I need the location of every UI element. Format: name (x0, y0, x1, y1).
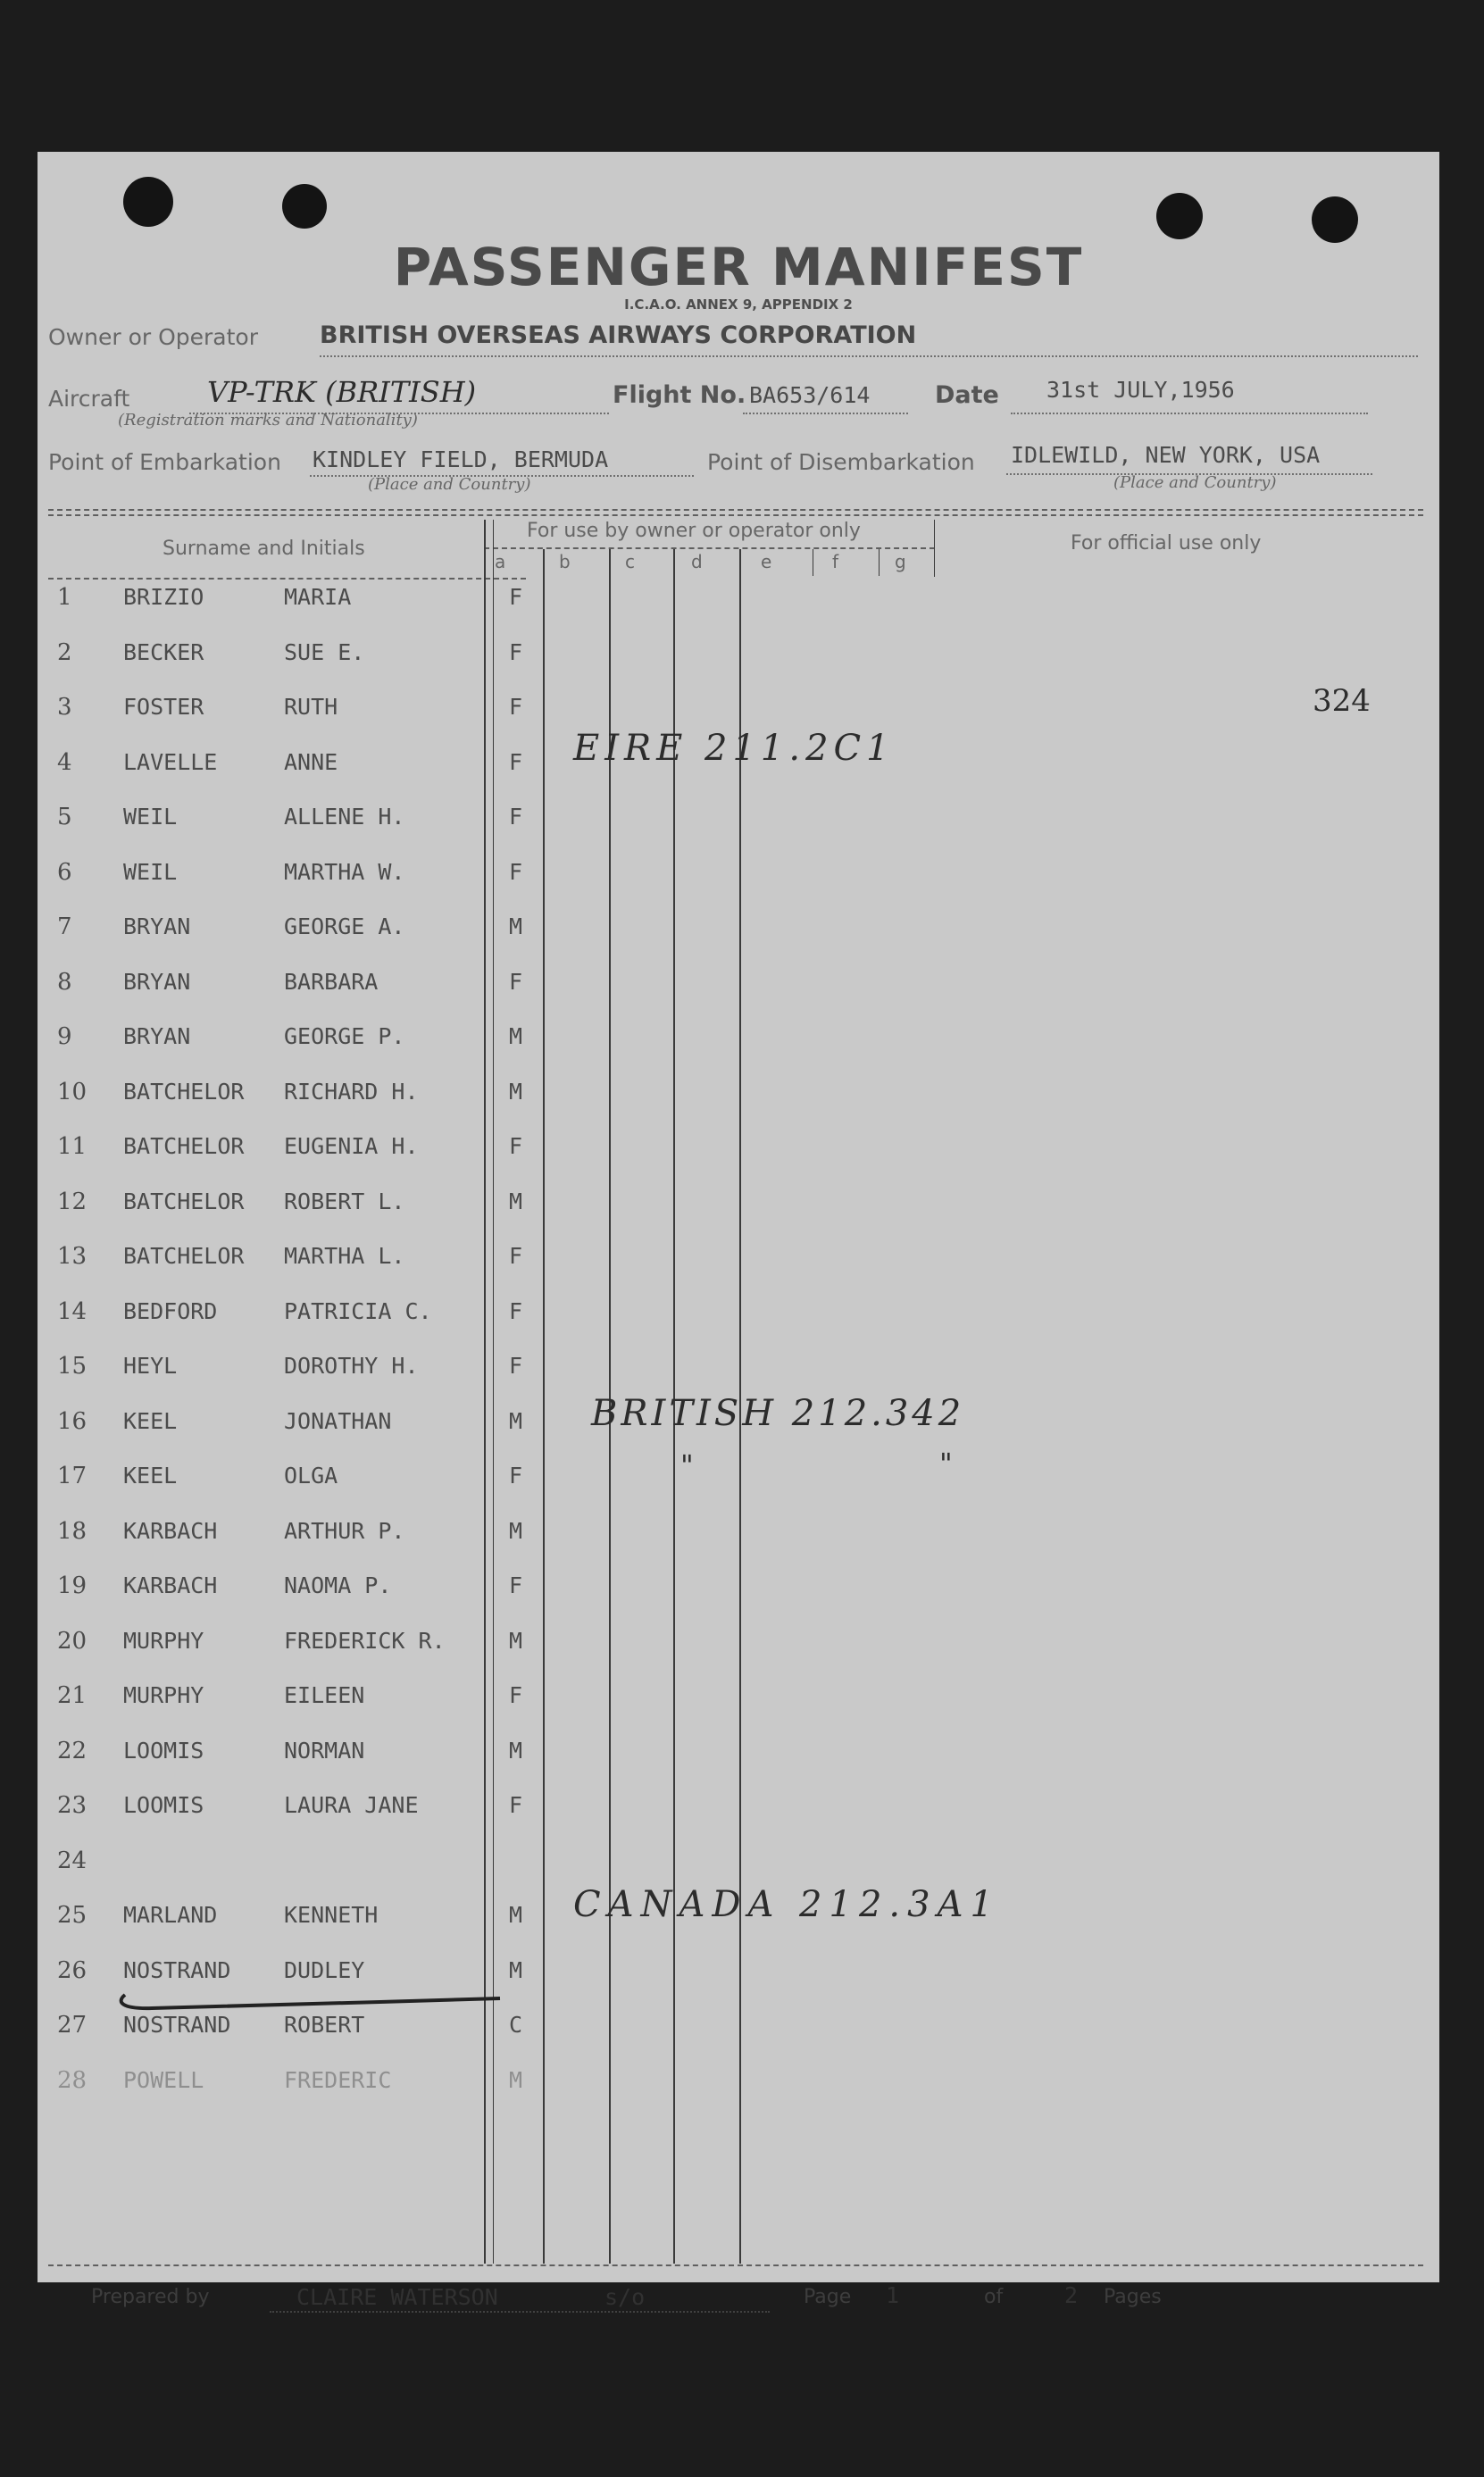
passenger-given-names: ALLENE H. (284, 804, 405, 830)
passenger-surname: LAVELLE (123, 749, 218, 775)
row-number: 5 (57, 804, 72, 830)
passenger-given-names: KENNETH (284, 1902, 379, 1928)
passenger-given-names: GEORGE A. (284, 913, 405, 939)
date-value: 31st JULY,1956 (1046, 377, 1235, 403)
passenger-given-names: ANNE (284, 749, 338, 775)
owner-label: Owner or Operator (48, 324, 258, 350)
passenger-surname: NOSTRAND (123, 1957, 231, 1983)
owner-value: BRITISH OVERSEAS AIRWAYS CORPORATION (320, 321, 917, 349)
passenger-given-names: EUGENIA H. (284, 1133, 419, 1159)
passenger-given-names: DOROTHY H. (284, 1353, 419, 1379)
passenger-surname: NOSTRAND (123, 2012, 231, 2038)
name-column-header: Surname and Initials (163, 538, 365, 560)
passenger-given-names: EILEEN (284, 1682, 365, 1708)
row-number: 23 (57, 1792, 88, 1819)
passenger-sex: C (509, 2012, 523, 2038)
punch-hole (282, 184, 327, 229)
row-number: 13 (57, 1243, 88, 1270)
passenger-surname: MURPHY (123, 1682, 204, 1708)
row-number: 21 (57, 1682, 88, 1709)
passenger-sex: F (509, 1682, 523, 1708)
prepared-role: s/o (604, 2284, 646, 2310)
row-number: 14 (57, 1298, 88, 1325)
row-number: 22 (57, 1738, 88, 1764)
passenger-sex: F (509, 1243, 523, 1269)
passenger-sex: M (509, 2067, 523, 2093)
passenger-given-names: MARTHA L. (284, 1243, 405, 1269)
annotation-row4: EIRE 211.2C1 (573, 728, 895, 769)
passenger-sex: F (509, 1298, 523, 1324)
passenger-sex: M (509, 1023, 523, 1049)
annotation-row17-ditto: " (680, 1448, 694, 1482)
aircraft-note: (Registration marks and Nationality) (118, 411, 418, 430)
row-number: 8 (57, 969, 72, 996)
passenger-surname: KARBACH (123, 1572, 218, 1598)
passenger-sex: M (509, 1902, 523, 1928)
annotation-row16: BRITISH 212.342 (591, 1393, 965, 1434)
of-value: 2 (1064, 2282, 1079, 2308)
passenger-sex: F (509, 859, 523, 885)
row-number: 19 (57, 1572, 88, 1599)
passenger-sex: F (509, 639, 523, 665)
passenger-sex: M (509, 1628, 523, 1654)
page-title: PASSENGER MANIFEST (393, 237, 1084, 297)
row-number: 28 (57, 2067, 88, 2094)
passenger-given-names: SUE E. (284, 639, 365, 665)
passenger-given-names: MARTHA W. (284, 859, 405, 885)
page-value: 1 (886, 2282, 900, 2308)
passenger-given-names: JONATHAN (284, 1408, 392, 1434)
row-number: 17 (57, 1463, 88, 1489)
annotation-row25: CANADA 212.3A1 (573, 1884, 1000, 1925)
passenger-surname: MARLAND (123, 1902, 218, 1928)
passenger-given-names: FREDERICK R. (284, 1628, 446, 1654)
row-number: 27 (57, 2012, 88, 2039)
embark-note: (Place and Country) (368, 475, 531, 494)
col-b-header: b (559, 551, 571, 572)
row-number: 6 (57, 859, 72, 886)
passenger-given-names: NORMAN (284, 1738, 365, 1764)
passenger-given-names: FREDERIC (284, 2067, 392, 2093)
passenger-surname: BATCHELOR (123, 1133, 245, 1159)
passenger-sex: F (509, 749, 523, 775)
passenger-sex: F (509, 1463, 523, 1489)
col-f-header: f (832, 551, 839, 572)
flight-label: Flight No. (613, 381, 746, 409)
passenger-surname: BATCHELOR (123, 1243, 245, 1269)
of-label: of (984, 2286, 1004, 2308)
passenger-given-names: PATRICIA C. (284, 1298, 432, 1324)
passenger-surname: WEIL (123, 804, 178, 830)
row-number: 3 (57, 694, 72, 721)
embark-value: KINDLEY FIELD, BERMUDA (313, 446, 609, 472)
passenger-given-names: DUDLEY (284, 1957, 365, 1983)
passenger-surname: BATCHELOR (123, 1188, 245, 1214)
passenger-surname: LOOMIS (123, 1738, 204, 1764)
punch-hole (1156, 193, 1203, 239)
passenger-surname: BRYAN (123, 969, 191, 995)
row-number: 7 (57, 913, 72, 940)
passenger-surname: BRYAN (123, 913, 191, 939)
official-use-header: For official use only (1071, 532, 1262, 555)
row-number: 20 (57, 1628, 88, 1655)
passenger-surname: BRIZIO (123, 584, 204, 610)
row-number: 11 (57, 1133, 88, 1160)
passenger-given-names: RUTH (284, 694, 338, 720)
col-g-header: g (895, 551, 906, 572)
row-number: 12 (57, 1188, 88, 1215)
passenger-surname: BATCHELOR (123, 1079, 245, 1105)
passenger-sex: M (509, 1079, 523, 1105)
prepared-value: CLAIRE WATERSON (296, 2284, 498, 2310)
punch-hole (123, 177, 173, 227)
passenger-given-names: MARIA (284, 584, 352, 610)
passenger-given-names: NAOMA P. (284, 1572, 392, 1598)
row-number: 18 (57, 1518, 88, 1545)
passenger-surname: KARBACH (123, 1518, 218, 1544)
passenger-given-names: OLGA (284, 1463, 338, 1489)
passenger-sex: F (509, 584, 523, 610)
passenger-given-names: ROBERT (284, 2012, 365, 2038)
page-label: Page (804, 2286, 852, 2308)
row-number: 9 (57, 1023, 72, 1050)
annotation-row17-ditto: " (939, 1447, 953, 1480)
embark-label: Point of Embarkation (48, 449, 281, 475)
row-number: 16 (57, 1408, 88, 1435)
passenger-sex: M (509, 1188, 523, 1214)
passenger-sex: M (509, 1738, 523, 1764)
page-subtitle: I.C.A.O. ANNEX 9, APPENDIX 2 (624, 296, 853, 313)
col-a-header: a (495, 551, 506, 572)
official-number: 324 (1313, 683, 1371, 719)
manifest-sheet (38, 152, 1439, 2310)
passenger-sex: F (509, 1792, 523, 1818)
passenger-given-names: ROBERT L. (284, 1188, 405, 1214)
aircraft-value: VP-TRK (BRITISH) (207, 375, 477, 409)
disembark-label: Point of Disembarkation (707, 449, 975, 475)
disembark-note: (Place and Country) (1113, 473, 1277, 492)
passenger-sex: M (509, 1518, 523, 1544)
row-number: 10 (57, 1079, 88, 1105)
passenger-sex: F (509, 1353, 523, 1379)
passenger-surname: MURPHY (123, 1628, 204, 1654)
passenger-sex: M (509, 1957, 523, 1983)
blank-row-stroke (116, 1982, 509, 2018)
passenger-given-names: RICHARD H. (284, 1079, 419, 1105)
passenger-surname: KEEL (123, 1408, 178, 1434)
row-number: 15 (57, 1353, 88, 1380)
passenger-sex: F (509, 1133, 523, 1159)
passenger-surname: FOSTER (123, 694, 204, 720)
date-label: Date (935, 381, 999, 409)
passenger-sex: M (509, 1408, 523, 1434)
col-e-header: e (761, 551, 772, 572)
row-number: 2 (57, 639, 72, 666)
passenger-sex: M (509, 913, 523, 939)
passenger-surname: BRYAN (123, 1023, 191, 1049)
row-number: 1 (57, 584, 72, 611)
passenger-sex: F (509, 1572, 523, 1598)
passenger-surname: BECKER (123, 639, 204, 665)
flight-value: BA653/614 (749, 382, 871, 408)
passenger-surname: BEDFORD (123, 1298, 218, 1324)
passenger-surname: WEIL (123, 859, 178, 885)
owner-use-header: For use by owner or operator only (527, 520, 861, 542)
passenger-given-names: LAURA JANE (284, 1792, 419, 1818)
row-number: 25 (57, 1902, 88, 1929)
passenger-surname: KEEL (123, 1463, 178, 1489)
row-number: 24 (57, 1847, 88, 1874)
aircraft-label: Aircraft (48, 386, 130, 412)
col-c-header: c (625, 551, 635, 572)
passenger-sex: F (509, 969, 523, 995)
passenger-sex: F (509, 804, 523, 830)
passenger-given-names: BARBARA (284, 969, 379, 995)
passenger-surname: LOOMIS (123, 1792, 204, 1818)
passenger-given-names: ARTHUR P. (284, 1518, 405, 1544)
passenger-sex: F (509, 694, 523, 720)
col-d-header: d (691, 551, 703, 572)
passenger-surname: POWELL (123, 2067, 204, 2093)
disembark-value: IDLEWILD, NEW YORK, USA (1011, 442, 1321, 468)
row-number: 26 (57, 1957, 88, 1984)
prepared-label: Prepared by (91, 2286, 210, 2308)
row-number: 4 (57, 749, 72, 776)
passenger-given-names: GEORGE P. (284, 1023, 405, 1049)
pages-label: Pages (1104, 2286, 1162, 2308)
passenger-surname: HEYL (123, 1353, 178, 1379)
